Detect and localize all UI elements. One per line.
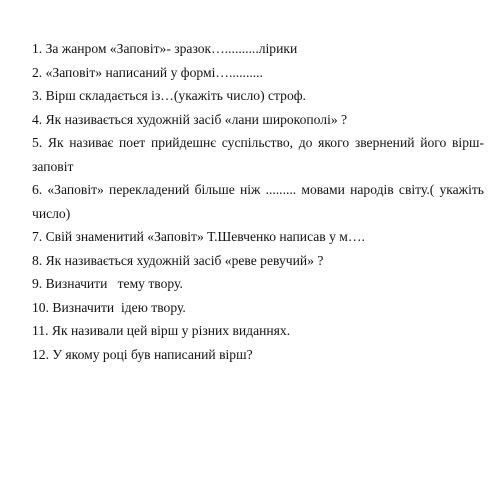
question-1: 1. За жанром «Заповіт»- зразок…..........лірики xyxy=(32,41,298,56)
question-list xyxy=(32,37,484,366)
question-10: 10. Визначити ідею твору. xyxy=(32,299,186,315)
question-9: 9. Визначити тему твору. xyxy=(32,276,183,291)
question-8: 8. Як називається художній засіб «реве ревучий» ? xyxy=(32,252,324,268)
question-6: 6. «Заповіт» перекладений більше ніж ......... мовами народів світу.( укажіть число) xyxy=(32,182,484,221)
question-3: 3. Вірш складається із…(укажіть число) строф. xyxy=(32,88,306,103)
question-5: 5. Як називає поет прийдешнє суспільство, до якого звернений його вірш-заповіт xyxy=(32,135,484,174)
question-4: 4. Як називається художній засіб «лани широкополі» ? xyxy=(32,111,348,127)
question-7: 7. Свій знаменитий «Заповіт» Т.Шевченко написав у м…. xyxy=(32,229,365,244)
question-2: 2. «Заповіт» написаний у формі….......... xyxy=(32,64,263,80)
question-12: 12. У якому році був написаний вірш? xyxy=(32,346,253,362)
question-11: 11. Як називали цей вірш у різних виданнях. xyxy=(32,323,291,338)
